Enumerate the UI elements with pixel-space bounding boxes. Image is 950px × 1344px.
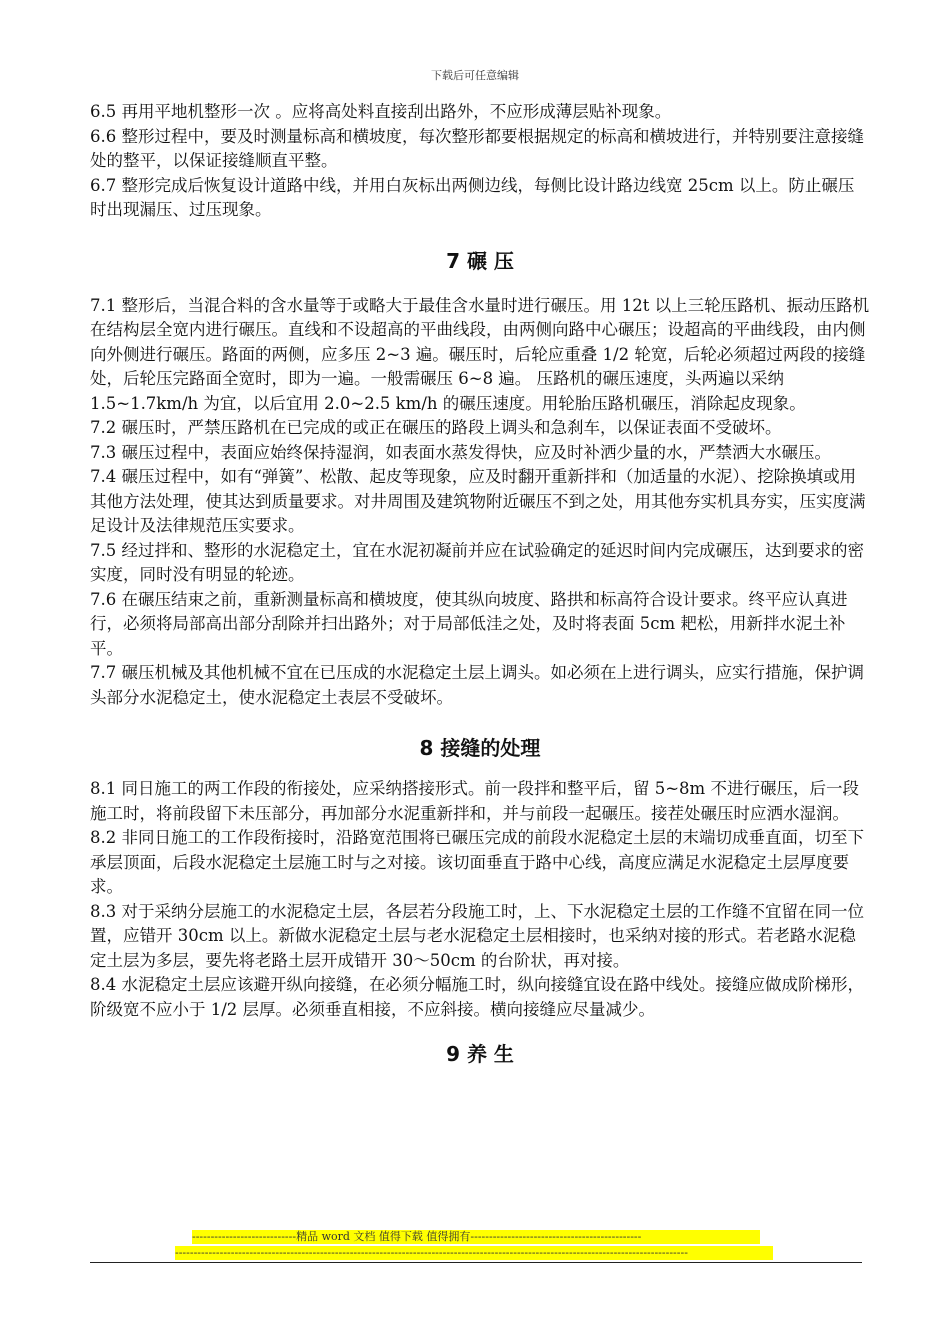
paragraph-6-6: 6.6 整形过程中，要及时测量标高和横坡度，每次整形都要根据规定的标高和横坡进行，并特别要注意接缝处的整平，以保证接缝顺直平整。	[90, 126, 864, 170]
footer-divider	[90, 1262, 862, 1263]
heading-section-8: 8 接缝的处理	[419, 736, 541, 760]
paragraph-7-1: 7.1 整形后，当混合料的含水量等于或略大于最佳含水量时进行碾压。用 12t 以上三轮压路机、振动压路机在结构层全宽内进行碾压。直线和不设超高的平曲线段，由两侧向路中心碾压；设超高的平曲线段，由内侧向外侧进行碾压。路面的两侧，应多压 2~3 遍。碾压时，后轮应重叠 1/2 轮宽，后轮必须超过两段的接缝处，后轮压完路面全宽时，即为一遍。一般需碾压 6~8 遍。 压路机的碾压速度，头两遍以采纳 1.5~1.7km/h 为宜，以后宜用 2.0~2.5 km/h 的碾压速度。用轮胎压路机碾压，消除起皮现象。	[90, 295, 870, 413]
paragraph-8-2: 8.2 非同日施工的工作段衔接时，沿路宽范围将已碾压完成的前段水泥稳定土层的末端切成垂直面，切至下承层顶面，后段水泥稳定土层施工时与之对接。该切面垂直于路中心线，高度应满足水泥稳定土层厚度要求。	[90, 828, 864, 896]
heading-section-7: 7 碾 压	[446, 248, 514, 273]
paragraph-7-4: 7.4 碾压过程中，如有“弹簧”、松散、起皮等现象，应及时翻开重新拌和（加适量的水泥）、挖除换填或用其他方法处理，使其达到质量要求。对井周围及建筑物附近碾压不到之处，用其他夯实机具夯实，压实度满足设计及法律规范压实要求。	[90, 467, 866, 535]
header-note: 下载后可任意编辑	[431, 69, 519, 82]
paragraph-7-3: 7.3 碾压过程中，表面应始终保持湿润，如表面水蒸发得快，应及时补洒少量的水，严禁洒大水碾压。	[90, 442, 831, 462]
paragraph-7-6: 7.6 在碾压结束之前，重新测量标高和横坡度，使其纵向坡度、路拱和标高符合设计要求。终平应认真进行，必须将局部高出部分刮除并扫出路外；对于局部低洼之处，及时将表面 5cm 耙松，用新拌水泥土补平。	[90, 589, 848, 658]
paragraph-6-5: 6.5 再用平地机整形一次 。应将高处料直接刮出路外，不应形成薄层贴补现象。	[90, 102, 672, 121]
footer-line-2: ------------------------------------------------------------------------------------------------------------------------------------------	[175, 1246, 773, 1260]
paragraph-8-4: 8.4 水泥稳定土层应该避开纵向接缝，在必须分幅施工时，纵向接缝宜设在路中线处。接缝应做成阶梯形，阶级宽不应小于 1/2 层厚。必须垂直相接，不应斜接。横向接缝应尽量减少。	[90, 975, 864, 1019]
paragraph-7-5: 7.5 经过拌和、整形的水泥稳定土，宜在水泥初凝前并应在试验确定的延迟时间内完成碾压，达到要求的密实度，同时没有明显的轮迹。	[90, 540, 864, 584]
footer-line-1: ----------------------------精品 word 文档 值得下载 值得拥有----------------------------------------------	[192, 1230, 760, 1244]
document-body	[90, 100, 870, 1067]
paragraph-7-7: 7.7 碾压机械及其他机械不宜在已压成的水泥稳定土层上调头。如必须在上进行调头，应实行措施，保护调头部分水泥稳定土，使水泥稳定土表层不受破坏。	[90, 663, 864, 707]
paragraph-8-1: 8.1 同日施工的两工作段的衔接处，应采纳搭接形式。前一段拌和整平后，留 5~8m 不进行碾压，后一段施工时，将前段留下未压部分，再加部分水泥重新拌和，并与前段一起碾压。接茬处碾压时应洒水湿润。	[90, 779, 859, 823]
paragraph-8-3: 8.3 对于采纳分层施工的水泥稳定土层，各层若分段施工时，上、下水泥稳定土层的工作缝不宜留在同一位置，应错开 30cm 以上。新做水泥稳定土层与老水泥稳定土层相接时，也采纳对接的形式。若老路水泥稳定土层为多层，要先将老路土层开成错开 30～50cm 的台阶状，再对接。	[90, 901, 864, 970]
heading-section-9: 9 养 生	[446, 1042, 514, 1066]
paragraph-7-2: 7.2 碾压时，严禁压路机在已完成的或正在碾压的路段上调头和急刹车，以保证表面不受破坏。	[90, 418, 782, 437]
paragraph-6-7: 6.7 整形完成后恢复设计道路中线，并用白灰标出两侧边线，每侧比设计路边线宽 25cm 以上。防止碾压时出现漏压、过压现象。	[90, 175, 855, 219]
